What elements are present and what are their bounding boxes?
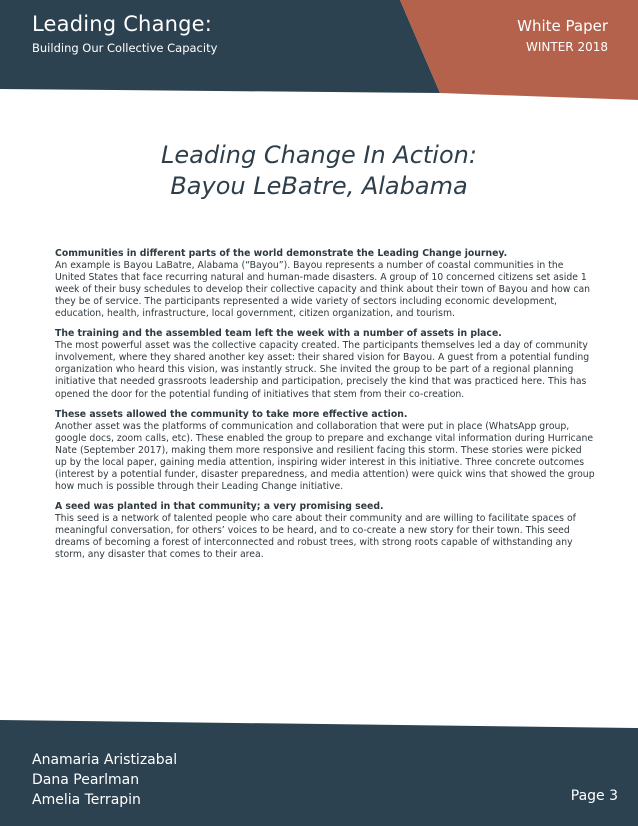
author-list	[32, 750, 177, 810]
section-1-body: An example is Bayou LaBatre, Alabama (“Bayou”). Bayou represents a number of coastal communities in the United States that face recurring natural and human-made disasters. A group of 10 concerned citizens set aside 1 week of their busy schedules to develop their collective capacity and think about their town of Bayou and how can they be of service. The participants represented a wide variety of sectors including economic development, education, health, infrastructure, local government, citizen organization, and tourism.	[55, 260, 591, 320]
author-name: Dana Pearlman	[32, 772, 140, 788]
section-3	[55, 409, 595, 493]
page-title-line-1: Leading Change In Action:	[161, 141, 477, 169]
section-4	[55, 501, 595, 561]
brand-title: Leading Change:	[32, 12, 213, 36]
author-name: Anamaria Aristizabal	[32, 752, 178, 768]
brand-subtitle: Building Our Collective Capacity	[32, 41, 218, 55]
section-1-heading: Communities in different parts of the world demonstrate the Leading Change journey.	[55, 248, 508, 259]
section-2-body: The most powerful asset was the collective capacity created. The participants themselves led a day of community involvement, where they shared another key asset: their shared vision for Bayou. A guest from a potential funding organization who heard this vision, was instantly struck. She invited the group to be part of a regional planning initiative that needed grassroots leadership and participation, precisely the kind that was practiced here. This has opened the door for the potential funding of initiatives that stem from their co-creation.	[55, 340, 590, 400]
section-2	[55, 328, 595, 400]
document-season: WINTER 2018	[526, 40, 608, 54]
section-2-heading: The training and the assembled team left the week with a number of assets in place.	[55, 328, 502, 340]
section-1	[55, 248, 595, 320]
section-3-heading: These assets allowed the community to take more effective action.	[55, 408, 408, 420]
page-title	[0, 140, 638, 202]
section-4-heading: A seed was planted in that community; a very promising seed.	[55, 500, 384, 512]
author-name: Amelia Terrapin	[32, 792, 141, 808]
document-type: White Paper	[517, 17, 608, 35]
page-number: Page 3	[570, 788, 618, 804]
section-4-body: This seed is a network of talented people who care about their community and are willing to facilitate spaces of meaningful conversation, for others’ voices to be heard, and to co-create a new story for their town. This seed dreams of becoming a forest of interconnected and robust trees, with strong roots capable of withstanding any storm, any disaster that comes to their area.	[55, 512, 576, 561]
page-title-line-2: Bayou LeBatre, Alabama	[170, 172, 468, 200]
header-banner	[0, 0, 638, 100]
section-3-body: Another asset was the platforms of communication and collaboration that were put in place (WhatsApp group, google docs, zoom calls, etc). These enabled the group to prepare and exchange vital information during Hurricane Nate (September 2017), making them more responsive and resilient facing this storm. These stories were picked up by the local paper, gaining media attention, inspiring wider interest in this initiative. Three concrete outcomes (interest by a potential funder, disaster preparedness, and media attention) were quick wins that showed the group how much is possible through their Leading Change initiative.	[55, 420, 595, 492]
article-body	[55, 248, 595, 569]
